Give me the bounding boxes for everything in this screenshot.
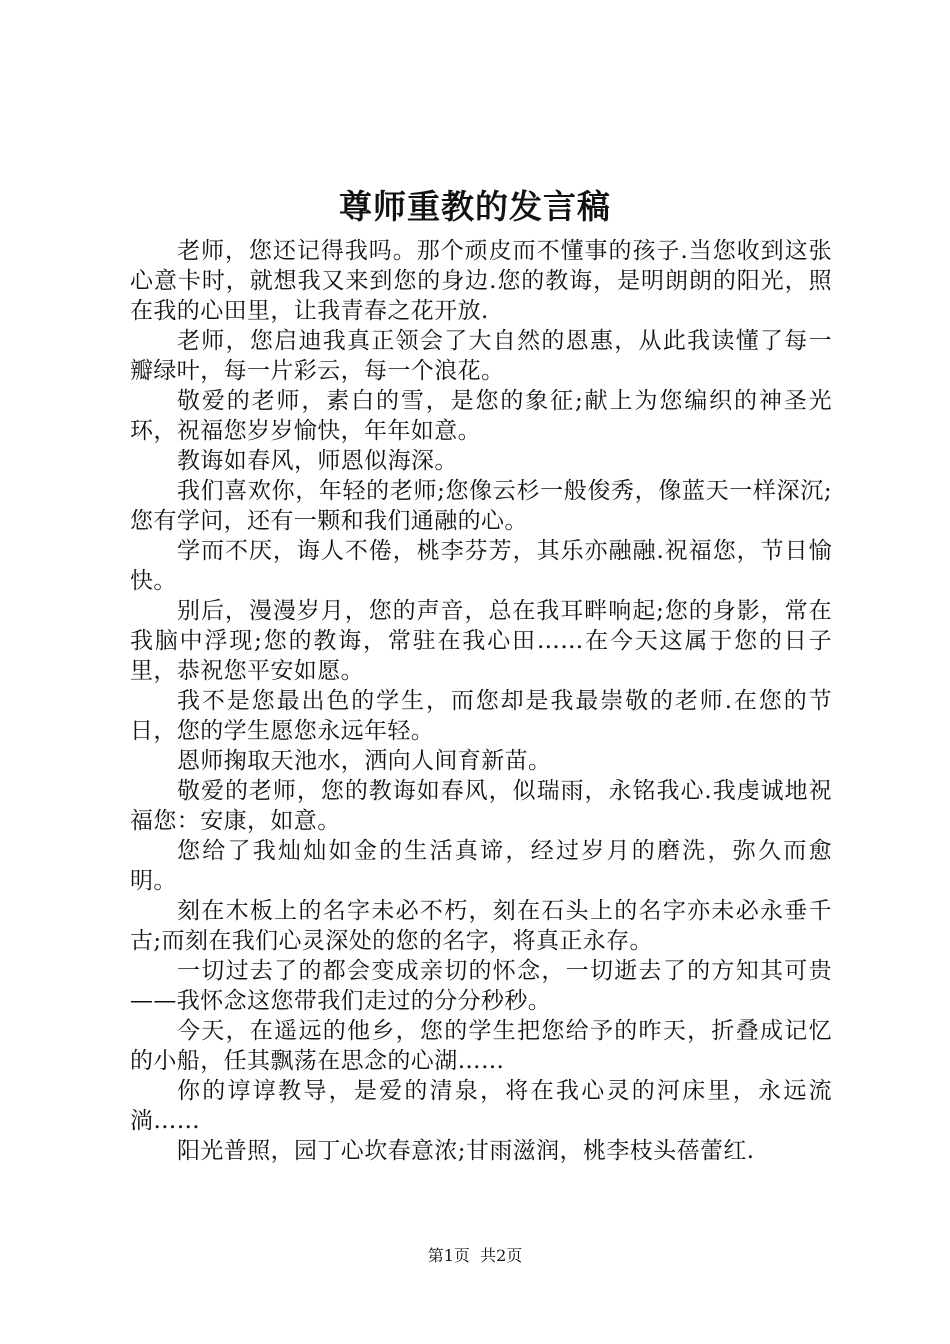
paragraph: 我不是您最出色的学生，而您却是我最崇敬的老师.在您的节日，您的学生愿您永远年轻。 [130,688,832,744]
paragraph: 你的谆谆教导，是爱的清泉，将在我心灵的河床里，永远流淌…… [130,1078,832,1134]
paragraph: 我们喜欢你，年轻的老师;您像云杉一般俊秀，像蓝天一样深沉;您有学问，还有一颗和我们通融的心。 [130,478,832,534]
paragraph: 一切过去了的都会变成亲切的怀念，一切逝去了的方知其可贵——我怀念这您带我们走过的分分秒秒。 [130,958,832,1014]
paragraph: 您给了我灿灿如金的生活真谛，经过岁月的磨洗，弥久而愈明。 [130,838,832,894]
paragraph: 敬爱的老师，您的教诲如春风，似瑞雨，永铭我心.我虔诚地祝福您：安康，如意。 [130,778,832,834]
paragraph: 学而不厌，诲人不倦，桃李芬芳，其乐亦融融.祝福您，节日愉快。 [130,538,832,594]
document-body [130,236,832,1166]
paragraph: 恩师掬取天池水，洒向人间育新苗。 [177,748,552,774]
paragraph: 阳光普照，园丁心坎春意浓;甘雨滋润，桃李枝头蓓蕾红. [177,1138,755,1164]
paragraph: 刻在木板上的名字未必不朽，刻在石头上的名字亦未必永垂千古;而刻在我们心灵深处的您的名字，将真正永存。 [130,898,832,954]
page-footer [0,1245,950,1267]
paragraph: 今天，在遥远的他乡，您的学生把您给予的昨天，折叠成记忆的小船，任其飘荡在思念的心湖…… [130,1018,832,1074]
paragraph: 教诲如春风，师恩似海深。 [177,448,458,474]
paragraph: 老师，您还记得我吗。那个顽皮而不懂事的孩子.当您收到这张心意卡时，就想我又来到您的身边.您的教诲，是明朗朗的阳光，照在我的心田里，让我青春之花开放. [130,238,832,324]
paragraph: 老师，您启迪我真正领会了大自然的恩惠，从此我读懂了每一瓣绿叶，每一片彩云，每一个浪花。 [130,328,832,384]
paragraph: 别后，漫漫岁月，您的声音，总在我耳畔响起;您的身影，常在我脑中浮现;您的教诲，常驻在我心田……在今天这属于您的日子里，恭祝您平安如愿。 [130,598,832,684]
paragraph: 敬爱的老师，素白的雪，是您的象征;献上为您编织的神圣光环，祝福您岁岁愉快，年年如意。 [130,388,832,444]
document-title: 尊师重教的发言稿 [339,187,611,226]
page-number: 第1页 共2页 [427,1246,523,1265]
